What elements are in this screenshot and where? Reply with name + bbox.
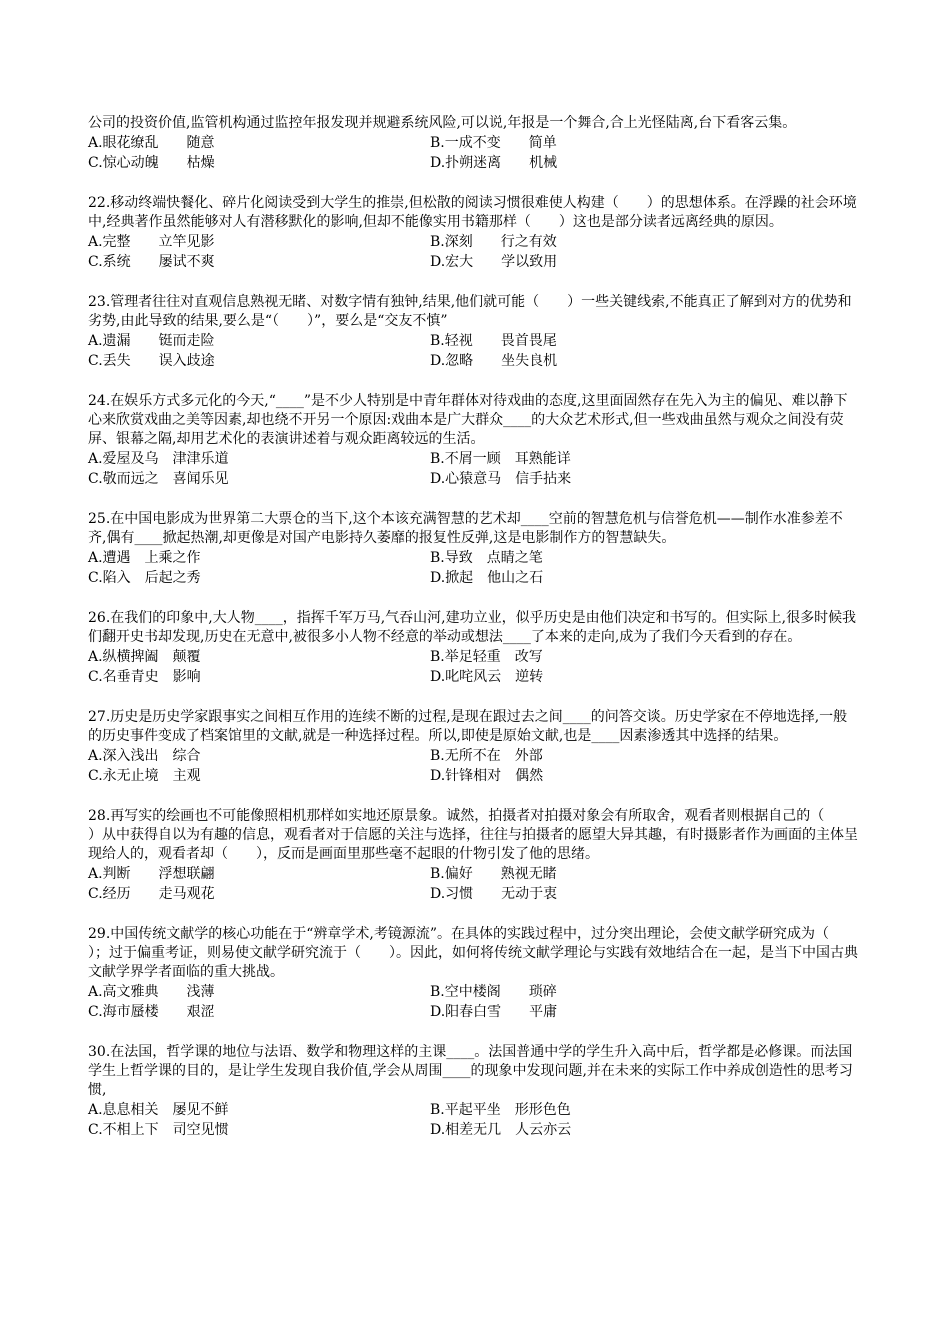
option-a: A.高文雅典 浅薄 xyxy=(88,984,215,1000)
question-block-27 xyxy=(88,708,858,786)
option-grid xyxy=(88,232,858,272)
option-d: D.叱咤风云 逆转 xyxy=(430,669,544,685)
option-c: C.海市蜃楼 艰涩 xyxy=(88,1004,215,1020)
option-grid xyxy=(88,647,858,687)
option-b: B.无所不在 外部 xyxy=(430,748,543,764)
option-a: A.眼花缭乱 随意 xyxy=(88,135,215,151)
question-stem: 22.移动终端快餐化、碎片化阅读受到大学生的推崇,但松散的阅读习惯很难使人构建（ ）的思想体系。在浮躁的社会环境中,经典著作虽然能够对人有潜移默化的影响,但却不能像实用书籍那样（ ）这也是部分读者远离经典的原因。 xyxy=(88,195,857,230)
question-block-26 xyxy=(88,609,858,687)
option-c: C.永无止境 主观 xyxy=(88,768,201,784)
question-stem: 25.在中国电影成为世界第二大票仓的当下,这个本该充满智慧的艺术却____空前的智慧危机与信誉危机——制作水准参差不齐,偶有____掀起热潮,却更像是对国产电影持久萎靡的报复性反弹,这是电影制作方的智慧缺失。 xyxy=(88,511,843,546)
option-grid xyxy=(88,864,858,904)
option-c: C.惊心动魄 枯燥 xyxy=(88,155,215,171)
option-d: D.忽略 坐失良机 xyxy=(430,353,558,369)
option-d: D.掀起 他山之石 xyxy=(430,570,544,586)
question-block-28 xyxy=(88,807,858,904)
question-stem: 26.在我们的印象中,大人物____，指挥千军万马,气吞山河,建功立业，似乎历史是由他们决定和书写的。但实际上,很多时候我们翻开史书却发现,历史在无意中,被很多小人物不经意的举动或想法____了本来的走向,成为了我们今天看到的存在。 xyxy=(88,610,857,645)
option-grid xyxy=(88,746,858,786)
option-c: C.敬而远之 喜闻乐见 xyxy=(88,471,229,487)
option-b: B.深刻 行之有效 xyxy=(430,234,557,250)
option-grid xyxy=(88,133,858,173)
option-a: A.遗漏 铤而走险 xyxy=(88,333,215,349)
option-d: D.心猿意马 信手拈来 xyxy=(430,471,572,487)
option-b: B.空中楼阁 琐碎 xyxy=(430,984,557,1000)
option-c: C.陷入 后起之秀 xyxy=(88,570,201,586)
option-d: D.宏大 学以致用 xyxy=(430,254,558,270)
option-grid xyxy=(88,1100,858,1140)
option-b: B.导致 点睛之笔 xyxy=(430,550,543,566)
option-d: D.相差无几 人云亦云 xyxy=(430,1122,572,1138)
option-b: B.举足轻重 改写 xyxy=(430,649,543,665)
option-a: A.纵横捭阖 颠覆 xyxy=(88,649,201,665)
option-grid xyxy=(88,982,858,1022)
option-grid xyxy=(88,331,858,371)
question-stem: 29.中国传统文献学的核心功能在于“辨章学术,考镜源流”。在具体的实践过程中，过分突出理论，会使文献学研究成为（ ）；过于偏重考证，则易使文献学研究流于（ ）。因此，如何将传统文献学理论与实践有效地结合在一起，是当下中国古典文献学界学者面临的重大挑战。 xyxy=(88,926,858,980)
question-block-25 xyxy=(88,510,858,588)
option-c: C.丢失 误入歧途 xyxy=(88,353,215,369)
question-stem: 30.在法国，哲学课的地位与法语、数学和物理这样的主课____。法国普通中学的学生升入高中后，哲学都是必修课。而法国学生上哲学课的目的，是让学生发现自我价值,学会从周围____的现象中发现问题,并在未来的实际工作中养成创造性的思考习惯, xyxy=(88,1044,853,1098)
option-b: B.偏好 熟视无睹 xyxy=(430,866,557,882)
question-stem: 公司的投资价值,监管机构通过监控年报发现并规避系统风险,可以说,年报是一个舞合,合上光怪陆离,台下看客云集。 xyxy=(88,115,797,131)
option-a: A.判断 浮想联翩 xyxy=(88,866,215,882)
question-block-29 xyxy=(88,925,858,1022)
option-c: C.系统 屡试不爽 xyxy=(88,254,215,270)
option-b: B.平起平坐 形形色色 xyxy=(430,1102,571,1118)
question-block-23 xyxy=(88,293,858,371)
exam-page xyxy=(88,114,858,1161)
question-block-22 xyxy=(88,194,858,272)
option-a: A.息息相关 屡见不鲜 xyxy=(88,1102,229,1118)
option-a: A.遭遇 上乘之作 xyxy=(88,550,201,566)
option-d: D.习惯 无动于衷 xyxy=(430,886,558,902)
question-stem: 24.在娱乐方式多元化的今天,“____”是不少人特别是中青年群体对待戏曲的态度,这里面固然存在先入为主的偏见、难以静下心来欣赏戏曲之美等因素,却也绕不开另一个原因:戏曲本是广大群众____的大众艺术形式,但一些戏曲虽然与观众之间没有荧屏、银幕之隔,却用艺术化的表演讲述着与观众距离较远的生活。 xyxy=(88,393,848,447)
question-block-24 xyxy=(88,392,858,489)
option-d: D.扑朔迷离 机械 xyxy=(430,155,558,171)
option-c: C.名垂青史 影响 xyxy=(88,669,201,685)
option-a: A.深入浅出 综合 xyxy=(88,748,201,764)
option-grid xyxy=(88,449,858,489)
option-d: D.针锋相对 偶然 xyxy=(430,768,544,784)
option-b: B.不屑一顾 耳熟能详 xyxy=(430,451,571,467)
option-a: A.完整 立竿见影 xyxy=(88,234,215,250)
option-b: B.一成不变 简单 xyxy=(430,135,557,151)
question-stem: 23.管理者往往对直观信息熟视无睹、对数字情有独钟,结果,他们就可能（ ）一些关键线索,不能真正了解到对方的优势和劣势,由此导致的结果,要么是“（ ）”，要么是“交友不慎” xyxy=(88,294,852,329)
option-grid xyxy=(88,548,858,588)
option-a: A.爱屋及乌 津津乐道 xyxy=(88,451,229,467)
question-block-intro xyxy=(88,114,858,173)
option-c: C.经历 走马观花 xyxy=(88,886,215,902)
option-c: C.不相上下 司空见惯 xyxy=(88,1122,229,1138)
question-stem: 28.再写实的绘画也不可能像照相机那样如实地还原景象。诚然，拍摄者对拍摄对象会有所取舍，观看者则根据自己的（ ）从中获得自以为有趣的信息，观看者对于信愿的关注与选择，往往与拍摄者的愿望大异其趣，有时摄影者作为画面的主体呈现给人的，观看者却（ ），反而是画面里那些毫不起眼的什物引发了他的思绪。 xyxy=(88,808,858,862)
option-d: D.阳春白雪 平庸 xyxy=(430,1004,558,1020)
question-block-30 xyxy=(88,1043,858,1140)
question-stem: 27.历史是历史学家跟事实之间相互作用的连续不断的过程,是现在跟过去之间____的问答交谈。历史学家在不停地选择,一般的历史事件变成了档案馆里的文献,就是一种选择过程。所以,即使是原始文献,也是____因素渗透其中选择的结果。 xyxy=(88,709,848,744)
option-b: B.轻视 畏首畏尾 xyxy=(430,333,557,349)
